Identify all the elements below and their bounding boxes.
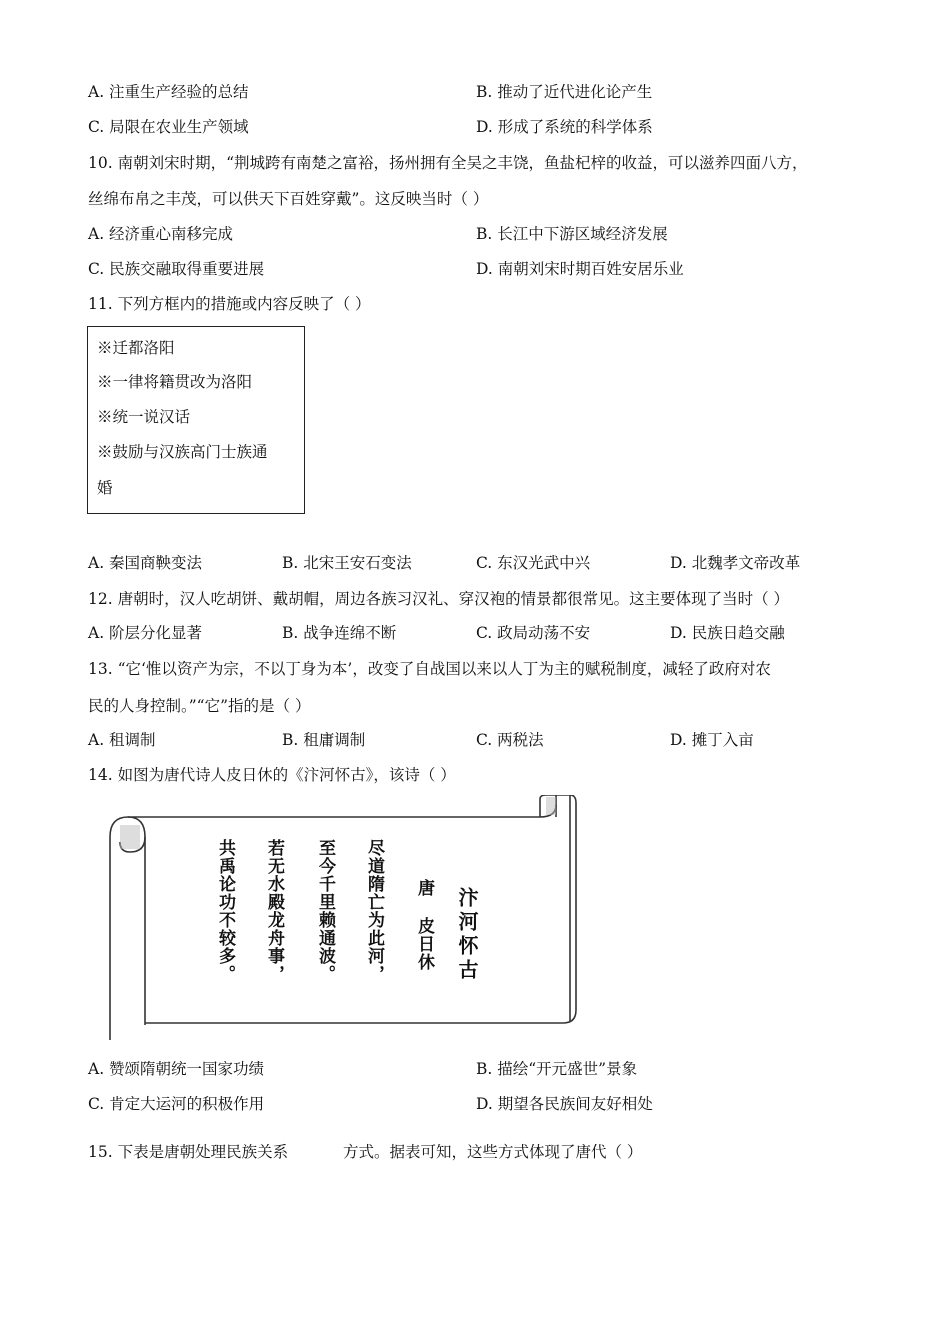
q14-option-d: D. 期望各民族间友好相处 — [476, 1095, 653, 1113]
q15-stem-part1: 15. 下表是唐朝处理民族关系 — [88, 1143, 289, 1161]
poem-title: 汴河怀古 — [455, 887, 479, 983]
q13-stem-line1: 13. “它‘惟以资产为宗，不以丁身为本’，改变了自战国以来以人丁为主的赋税制度，减轻了政府对农 — [88, 660, 771, 678]
q9-option-a: A. 注重生产经验的总结 — [88, 83, 249, 101]
q10-option-b: B. 长江中下游区域经济发展 — [476, 225, 668, 243]
q11-measures-box — [87, 326, 305, 514]
poem-line-3: 若无水殿龙舟事， — [264, 839, 284, 983]
q15-stem-part2: 方式。据表可知，这些方式体现了唐代（ ） — [343, 1143, 643, 1161]
q10-stem-line1: 10. 南朝刘宋时期，“荆城跨有南楚之富裕，扬州拥有全吴之丰饶，鱼盐杞梓的收益，可以滋养四面八方， — [88, 154, 808, 172]
q13-option-b: B. 租庸调制 — [282, 731, 366, 749]
q11-option-d: D. 北魏孝文帝改革 — [670, 554, 801, 572]
q13-stem-line2: 民的人身控制。”“它”指的是（ ） — [88, 697, 311, 715]
q10-option-d: D. 南朝刘宋时期百姓安居乐业 — [476, 260, 684, 278]
q13-option-d: D. 摊丁入亩 — [670, 731, 754, 749]
poem-line-4: 共禹论功不较多。 — [215, 839, 235, 983]
q14-stem: 14. 如图为唐代诗人皮日休的《汴河怀古》，该诗（ ） — [88, 766, 456, 784]
q10-option-c: C. 民族交融取得重要进展 — [88, 260, 265, 278]
q9-option-b: B. 推动了近代进化论产生 — [476, 83, 653, 101]
poem-scroll-image — [100, 795, 580, 1040]
box-item: 婚 — [97, 479, 113, 497]
q12-option-b: B. 战争连绵不断 — [282, 624, 397, 642]
q12-stem: 12. 唐朝时，汉人吃胡饼、戴胡帽，周边各族习汉礼、穿汉袍的情景都很常见。这主要体现了当时（ ） — [88, 590, 790, 608]
q11-stem: 11. 下列方框内的措施或内容反映了（ ） — [88, 295, 371, 313]
q13-option-c: C. 两税法 — [476, 731, 544, 749]
q10-stem-line2: 丝绵布帛之丰茂，可以供天下百姓穿戴”。这反映当时（ ） — [88, 190, 489, 208]
q12-option-a: A. 阶层分化显著 — [88, 624, 203, 642]
box-item: ※迁都洛阳 — [97, 339, 175, 357]
scroll-frame — [100, 795, 580, 1040]
q12-option-d: D. 民族日趋交融 — [670, 624, 785, 642]
box-item: ※鼓励与汉族高门士族通 — [97, 443, 268, 461]
poem-dynasty: 唐 — [414, 879, 434, 897]
q9-option-d: D. 形成了系统的科学体系 — [476, 118, 653, 136]
box-item: ※一律将籍贯改为洛阳 — [97, 373, 253, 391]
q10-option-a: A. 经济重心南移完成 — [88, 225, 234, 243]
q9-option-c: C. 局限在农业生产领域 — [88, 118, 249, 136]
q11-option-b: B. 北宋王安石变法 — [282, 554, 412, 572]
q14-option-c: C. 肯定大运河的积极作用 — [88, 1095, 265, 1113]
q14-option-a: A. 赞颂隋朝统一国家功绩 — [88, 1060, 265, 1078]
box-item: ※统一说汉话 — [97, 408, 191, 426]
poem-line-1: 尽道隋亡为此河， — [364, 839, 384, 983]
q12-option-c: C. 政局动荡不安 — [476, 624, 591, 642]
q13-option-a: A. 租调制 — [88, 731, 156, 749]
q11-option-c: C. 东汉光武中兴 — [476, 554, 591, 572]
poem-author: 皮日休 — [414, 917, 434, 971]
q11-option-a: A. 秦国商鞅变法 — [88, 554, 203, 572]
q14-option-b: B. 描绘“开元盛世”景象 — [476, 1060, 638, 1078]
poem-line-2: 至今千里赖通波。 — [315, 839, 335, 983]
